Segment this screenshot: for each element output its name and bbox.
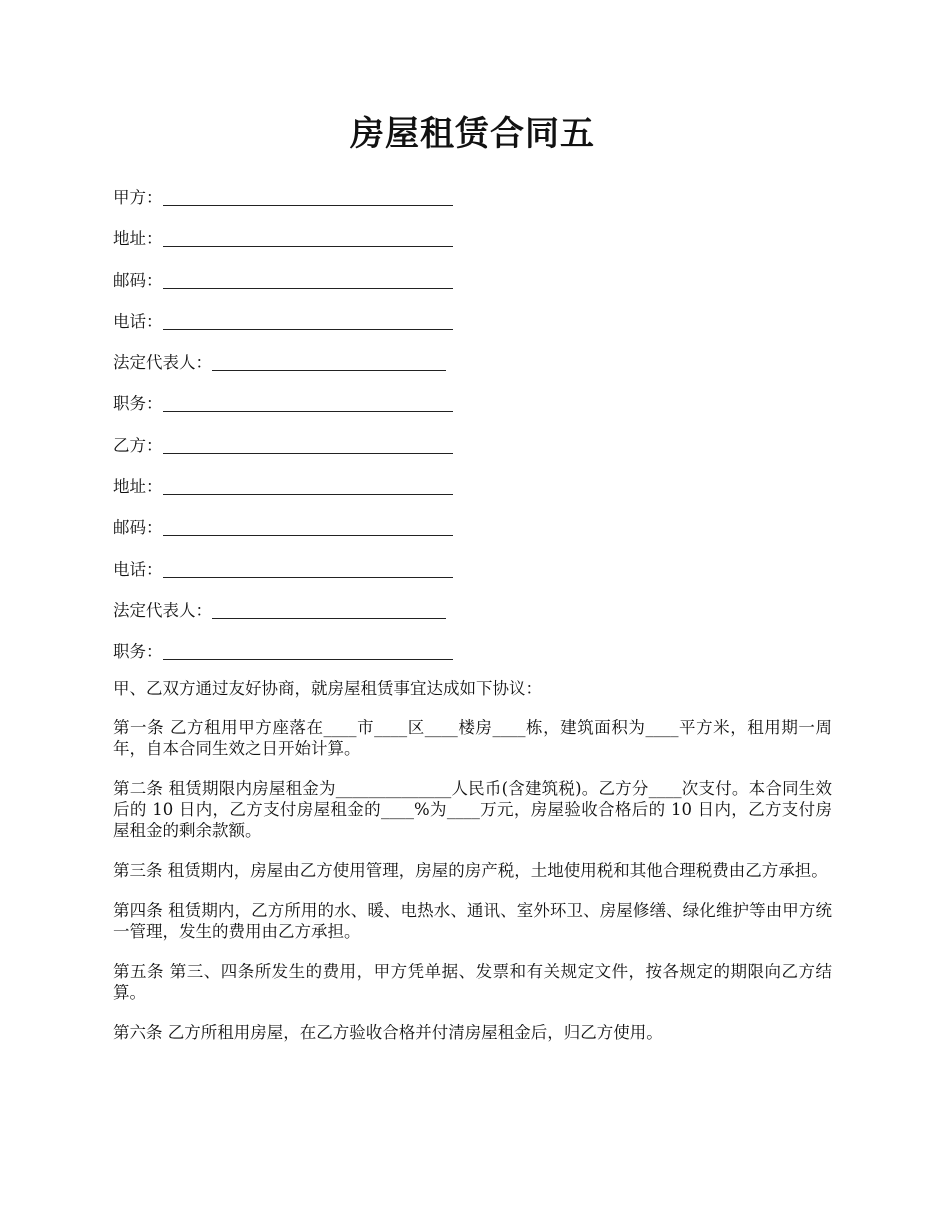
fill-in-blank (163, 189, 453, 206)
field-label: 法定代表人： (113, 600, 212, 620)
field-label: 职务： (113, 642, 163, 662)
party-b-legal-rep-field (113, 595, 832, 622)
party-b-address-field (113, 471, 832, 498)
fill-in-blank (163, 395, 453, 412)
field-label: 地址： (113, 229, 163, 249)
clause-1: 第一条 乙方租用甲方座落在____市____区____楼房____栋，建筑面积为____平方米，租用期一周年，自本合同生效之日开始计算。 (113, 717, 832, 758)
party-a-position-field (113, 388, 832, 415)
fill-in-blank (163, 313, 453, 330)
party-b-phone-field (113, 554, 832, 581)
party-b-section (113, 430, 832, 663)
party-a-section (113, 182, 832, 415)
fill-in-blank (212, 602, 446, 619)
field-label: 乙方： (113, 435, 163, 455)
fill-in-blank (163, 643, 453, 660)
party-a-legal-rep-field (113, 347, 832, 374)
party-a-name-field (113, 182, 832, 209)
party-a-postcode-field (113, 265, 832, 292)
clause-2: 第二条 租赁期限内房屋租金为______________人民币(含建筑税)。乙方分____次支付。本合同生效后的 10 日内，乙方支付房屋租金的____%为____万元，房屋验收合格后的 10 日内，乙方支付房屋租金的剩余款额。 (113, 778, 832, 840)
field-label: 地址： (113, 477, 163, 497)
field-label: 法定代表人： (113, 353, 212, 373)
party-a-address-field (113, 223, 832, 250)
party-b-postcode-field (113, 512, 832, 539)
field-label: 邮码： (113, 270, 163, 290)
clause-6: 第六条 乙方所租用房屋，在乙方验收合格并付清房屋租金后，归乙方使用。 (113, 1022, 663, 1042)
clause-5: 第五条 第三、四条所发生的费用，甲方凭单据、发票和有关规定文件，按各规定的期限向乙方结算。 (113, 961, 832, 1002)
field-label: 甲方： (113, 188, 163, 207)
field-label: 电话： (113, 559, 163, 579)
clause-3: 第三条 租赁期内，房屋由乙方使用管理，房屋的房产税，土地使用税和其他合理税费由乙方承担。 (113, 860, 828, 880)
party-b-name-field (113, 430, 832, 457)
clause-4: 第四条 租赁期内，乙方所用的水、暖、电热水、通讯、室外环卫、房屋修缮、绿化维护等由甲方统一管理，发生的费用由乙方承担。 (113, 900, 832, 941)
party-a-phone-field (113, 306, 832, 333)
fill-in-blank (163, 437, 453, 454)
party-b-position-field (113, 636, 832, 663)
field-label: 邮码： (113, 518, 163, 538)
fill-in-blank (163, 230, 453, 247)
field-label: 电话： (113, 311, 163, 331)
agreement-intro: 甲、乙双方通过友好协商，就房屋租赁事宜达成如下协议： (113, 678, 542, 698)
fill-in-blank (163, 519, 453, 536)
field-label: 职务： (113, 394, 163, 414)
fill-in-blank (163, 478, 453, 495)
fill-in-blank (212, 354, 446, 371)
fill-in-blank (163, 272, 453, 289)
document-title: 房屋租赁合同五 (350, 114, 595, 154)
fill-in-blank (163, 561, 453, 578)
